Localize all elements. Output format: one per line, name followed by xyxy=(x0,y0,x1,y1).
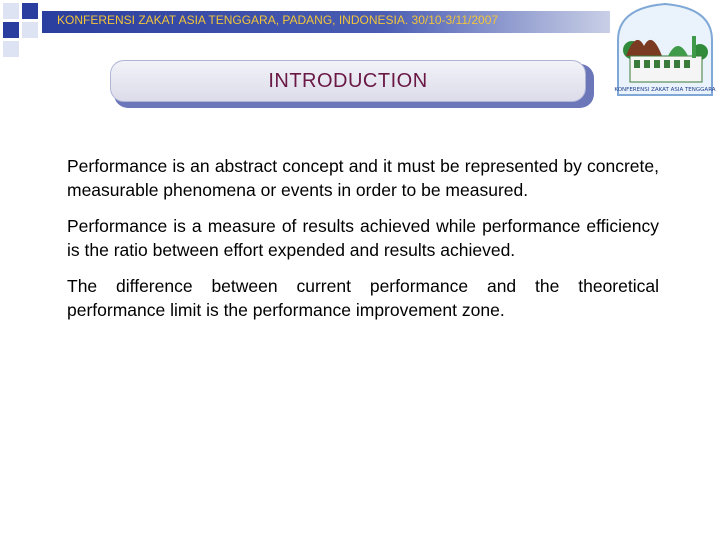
decorative-square xyxy=(22,22,38,38)
paragraph: The difference between current performance and the theoretical performance limit is the performance improvement zone. xyxy=(67,276,659,320)
decorative-square xyxy=(22,3,38,19)
slide-title: INTRODUCTION xyxy=(268,69,428,92)
slide-content xyxy=(67,154,659,334)
mosque-logo-icon xyxy=(612,0,718,98)
header-text: KONFERENSI ZAKAT ASIA TENGGARA, PADANG, INDONESIA. 30/10-3/11/2007 xyxy=(57,13,499,27)
paragraph: Performance is a measure of results achieved while performance efficiency is the ratio between effort expended and results achieved. xyxy=(67,216,659,260)
paragraph: Performance is an abstract concept and it must be represented by concrete, measurable phenomena or events in order to be measured. xyxy=(67,156,659,200)
logo-caption: KONFERENSI ZAKAT ASIA TENGGARA xyxy=(614,87,716,93)
title-box xyxy=(110,60,586,102)
decorative-square xyxy=(3,22,19,38)
decorative-square xyxy=(3,3,19,19)
decorative-square xyxy=(3,41,19,57)
